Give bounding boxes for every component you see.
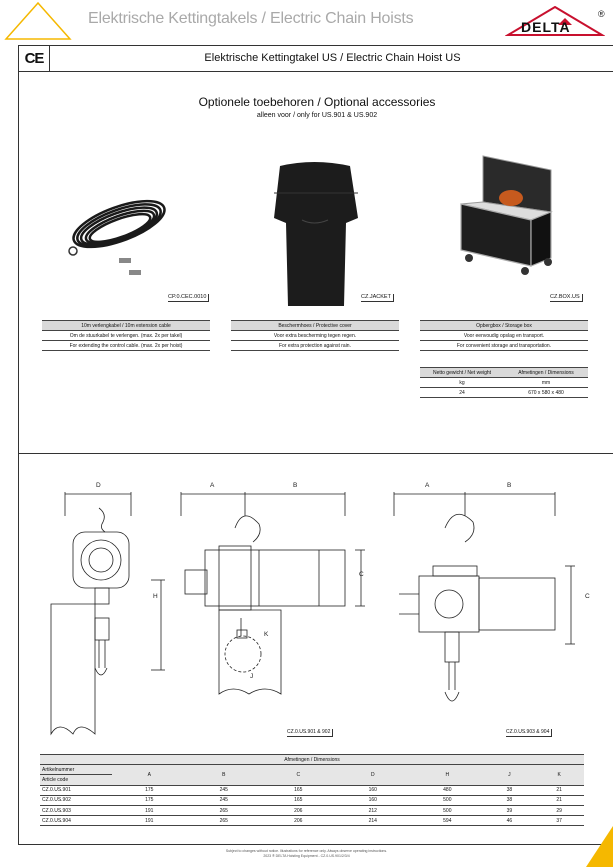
- dim-label-j: J: [250, 673, 254, 680]
- accessory-desc-nl: Voor extra bescherming tegen regen.: [231, 331, 399, 341]
- cell: 500: [410, 805, 485, 815]
- drawing-tag: CZ.0.US.903 & 904: [506, 729, 552, 737]
- row-code: CZ.0.US.903: [40, 805, 112, 815]
- cell: 21: [534, 795, 584, 805]
- table-row: [40, 785, 584, 795]
- item-code: CZ.JACKET: [361, 294, 394, 302]
- accessory-desc-nl: Voor eenvoudig opslag en transport.: [420, 331, 588, 341]
- dimensions-table: [40, 754, 584, 826]
- cell: 38: [485, 795, 535, 805]
- cell: 160: [336, 795, 411, 805]
- document-title: Elektrische Kettingtakel US / Electric Chain Hoist US: [204, 52, 461, 64]
- warning-triangle-icon: [4, 1, 72, 41]
- cell: 29: [534, 805, 584, 815]
- cell: 214: [336, 816, 411, 826]
- cell: 265: [187, 805, 262, 815]
- accessory-name: Beschermhoes / Protective cover: [231, 321, 399, 331]
- col-header: J: [485, 765, 535, 785]
- cell: 594: [410, 816, 485, 826]
- cell: 39: [485, 805, 535, 815]
- accessories-subtitle: alleen voor / only for US.901 & US.902: [256, 112, 378, 119]
- cell: 245: [187, 785, 262, 795]
- table-row: [40, 795, 584, 805]
- cell: 480: [410, 785, 485, 795]
- col-header: C: [261, 765, 336, 785]
- accessory-name: Opbergbox / Storage box: [420, 321, 588, 331]
- cell: 38: [485, 785, 535, 795]
- dim-label-d: D: [96, 482, 101, 489]
- col-header: K: [534, 765, 584, 785]
- item-code: CP.0.CEC.0010: [168, 294, 209, 302]
- footer-line-1: Subject to changes without notice. Illustrations for reference only. Always observe operating instructions.: [225, 849, 388, 853]
- dimensions-caption: Afmetingen / Dimensions: [40, 755, 584, 765]
- row-code: CZ.0.US.904: [40, 816, 112, 826]
- cell: 206: [261, 816, 336, 826]
- dim-label-c2: C: [585, 593, 590, 600]
- dim-label-c: C: [359, 571, 364, 578]
- row-code: CZ.0.US.901: [40, 785, 112, 795]
- registered-mark: ®: [598, 9, 605, 19]
- table-row: [40, 805, 584, 815]
- accessory-name: 10m verlengkabel / 10m extension cable: [42, 321, 210, 331]
- spec-unit-dimensions: mm: [504, 378, 588, 388]
- col-header: A: [112, 765, 187, 785]
- ce-mark: CE: [19, 46, 50, 71]
- spec-value-weight: 24: [420, 388, 504, 398]
- dim-label-b: B: [293, 482, 298, 489]
- cell: 37: [534, 816, 584, 826]
- footer-line-2: 2023 ® DELTA Hoisting Equipment - CZ.0.US.901/2/3/4: [263, 854, 350, 858]
- cell: 175: [112, 785, 187, 795]
- cell: 21: [534, 785, 584, 795]
- dim-label-b2: B: [507, 482, 512, 489]
- table-row: [40, 816, 584, 826]
- header-title: Elektrische Kettingtakels / Electric Chain Hoists: [88, 10, 414, 27]
- accessory-desc-nl: Om de stuurkabel te verlengen. (max. 2x per takel): [42, 331, 210, 341]
- spec-value-dimensions: 670 x 580 x 480: [504, 388, 588, 398]
- cell: 46: [485, 816, 535, 826]
- cell: 500: [410, 795, 485, 805]
- accessory-desc-en: For convenient storage and transportation.: [420, 341, 588, 351]
- cell: 175: [112, 795, 187, 805]
- corner-triangle-icon: [586, 826, 613, 867]
- row-code: CZ.0.US.902: [40, 795, 112, 805]
- content-frame: [18, 45, 613, 845]
- col-header: B: [187, 765, 262, 785]
- spec-unit-weight: kg: [420, 378, 504, 388]
- cell: 165: [261, 795, 336, 805]
- dim-label-k: K: [264, 631, 269, 638]
- spec-header-weight: Netto gewicht / Net weight: [420, 368, 504, 378]
- accessories-title: Optionele toebehoren / Optional accessories: [198, 95, 436, 109]
- cell: 191: [112, 816, 187, 826]
- footer: [0, 849, 613, 859]
- accessory-desc-en: For extra protection against rain.: [231, 341, 399, 351]
- brand-name: DELTA: [521, 19, 571, 35]
- col-header-code-nl: Artikelnummer: [40, 765, 112, 775]
- spec-header-dimensions: Afmetingen / Dimensions: [504, 368, 588, 378]
- col-header: H: [410, 765, 485, 785]
- cell: 191: [112, 805, 187, 815]
- cell: 206: [261, 805, 336, 815]
- col-header-code-en: Article code: [40, 775, 112, 785]
- dim-label-h: H: [153, 593, 158, 600]
- accessory-desc-en: For extending the control cable. (max. 2x per hoist): [42, 341, 210, 351]
- dim-label-a2: A: [425, 482, 430, 489]
- dim-label-a: A: [210, 482, 215, 489]
- cell: 245: [187, 795, 262, 805]
- cell: 165: [261, 785, 336, 795]
- cell: 160: [336, 785, 411, 795]
- col-header: D: [336, 765, 411, 785]
- technical-drawings: [19, 46, 613, 746]
- cell: 265: [187, 816, 262, 826]
- cell: 212: [336, 805, 411, 815]
- drawing-tag: CZ.0.US.901 & 902: [287, 729, 333, 737]
- item-code: CZ.BOX.US: [550, 294, 583, 302]
